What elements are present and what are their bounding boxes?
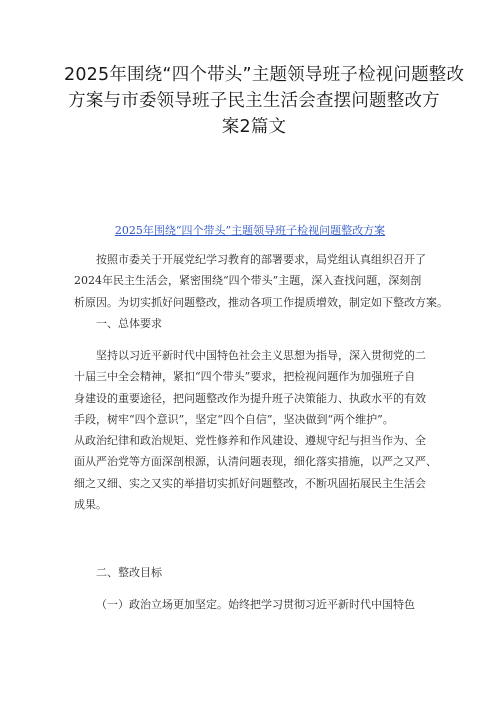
body-paragraph — [74, 345, 437, 515]
text-line: 十届三中全会精神，紧扣“四个带头”要求，把检视问题作为加强班子自 — [74, 370, 416, 384]
body-paragraph — [74, 594, 434, 615]
text-line: 成果。 — [74, 498, 107, 512]
text-line: （一）政治立场更加坚定。始终把学习贯彻习近平新时代中国特色 — [96, 598, 415, 611]
text-line: 2024年民主生活会，紧密围绕“四个带头”主题，深入查找问题，深刻剖 — [74, 274, 422, 288]
text-line: 细之又细、实之又实的举措切实抓好问题整改，不断巩固拓展民主生活会 — [74, 476, 426, 490]
text-line: 从政治纪律和政治规矩、党性修养和作风建设、遵规守纪与担当作为、全 — [74, 434, 426, 448]
body-paragraph — [74, 249, 448, 313]
text-line: 二、整改目标 — [96, 566, 162, 579]
title-line: 2025年围绕“四个带头”主题领导班子检视问题整改 — [64, 65, 465, 85]
section-heading — [74, 562, 434, 583]
section-title-link[interactable]: 2025年围绕“四个带头”主题领导班子检视问题整改方案 — [114, 224, 386, 237]
text-line: 坚持以习近平新时代中国特色社会主义思想为指导，深入贯彻党的二 — [96, 349, 426, 362]
text-line: 面从严治党等方面深剖根源，认清问题表现，细化落实措施，以严之又严、 — [74, 455, 437, 469]
title-line: 方案与市委领导班子民主生活会查摆问题整改方 — [68, 91, 440, 111]
text-line: 手段，树牢“四个意识”，坚定“四个自信”，坚决做到“两个维护”。 — [74, 412, 394, 426]
text-line: 析原因。为切实抓好问题整改，推动各项工作提质增效，制定如下整改方案。 — [74, 295, 448, 309]
text-line: 一、总体要求 — [96, 317, 162, 330]
text-line: 按照市委关于开展党纪学习教育的部署要求，局党组认真组织召开了 — [96, 253, 426, 266]
section-heading — [74, 313, 434, 334]
title-line: 案2篇文 — [221, 117, 287, 137]
text-line: 身建设的重要途径，把问题整改作为提升班子决策能力、执政水平的有效 — [74, 391, 426, 405]
document-title — [64, 62, 465, 140]
